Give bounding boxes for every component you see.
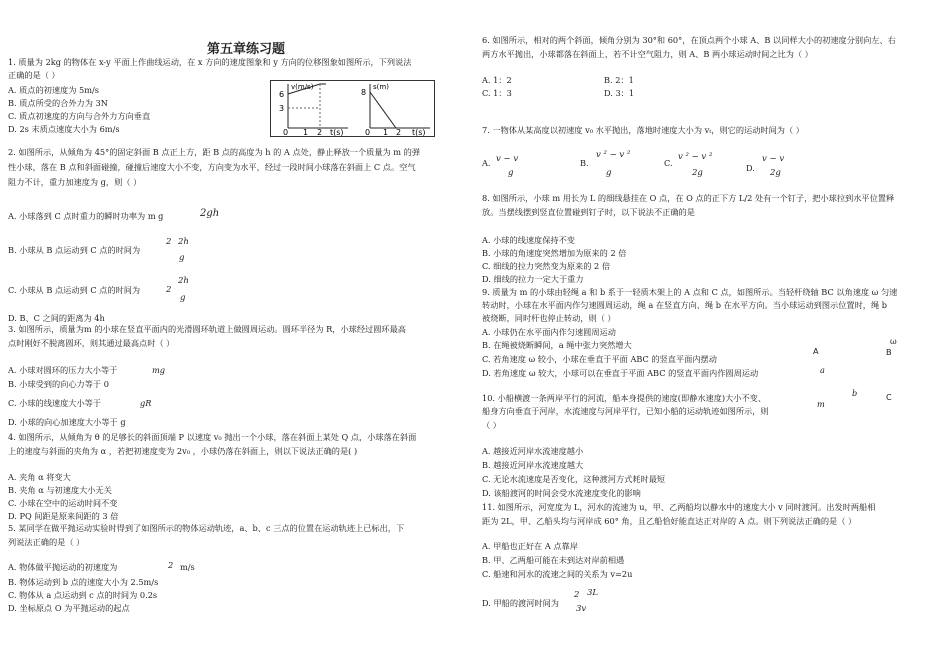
q11-option-c: C. 船速和河水的流速之间的关系为 v=2u <box>482 569 633 579</box>
graph2-xtick-2: 2 <box>396 128 402 137</box>
q10-stem-line1: 10. 小船横渡一条两岸平行的河流，船本身提供的速度(即静水速度)大小不变、 <box>482 393 767 403</box>
graph2-ytick-8: 8 <box>361 88 367 97</box>
q8-option-c: C. 细线的拉力突然变为原来的 2 倍 <box>482 261 611 271</box>
q3-option-a: A. 小球对圆环的压力大小等于 <box>8 365 118 375</box>
q2-option-d: D. B、C 之间的距离为 4h <box>8 313 105 323</box>
q9-label-A: A <box>813 346 819 356</box>
q2-option-a: A. 小球落到 C 点时重力的瞬时功率为 m g <box>8 211 164 221</box>
q4-option-d: D. PQ 间距是原来间距的 3 倍 <box>8 511 119 521</box>
q10-stem-line2: 船身方向垂直于河岸，水流速度与河岸平行，已知小船的运动轨迹如图所示，则 <box>482 406 769 416</box>
q9-label-C: C <box>886 392 892 402</box>
q11-stem-line1: 11. 如图所示，河宽度为 L，河水的流速为 u，甲、乙两船均以静水中的速度大小 v 同时渡河。出发时两船相 <box>482 502 876 512</box>
q2-option-c-coef: 2 <box>166 285 172 295</box>
q4-option-b: B. 夹角 α 与初速度大小无关 <box>8 485 112 495</box>
q9-label-b: b <box>852 388 858 398</box>
q10-option-d: D. 该船渡河的时间会受水流速度变化的影响 <box>482 488 641 498</box>
q8-stem-line1: 8. 如图所示，小球 m 用长为 L 的细线悬挂在 O 点，在 O 点的正下方 L/2 处有一个钉子，把小球拉到水平位置释 <box>482 193 895 203</box>
q7-stem: 7. 一物体从某高度以初速度 v₀ 水平抛出，落地时速度大小为 vₜ，则它的运动时间为（ ） <box>482 125 804 135</box>
q10-stem-line3: （ ） <box>482 420 501 430</box>
q2-option-b-coef: 2 <box>166 237 172 247</box>
q5-option-b: B. 物体运动到 b 点的速度大小为 2.5m/s <box>8 577 159 587</box>
q2-option-c-den: g <box>180 293 186 303</box>
q8-option-a: A. 小球的线速度保持不变 <box>482 235 575 245</box>
q2-option-b-num: 2h <box>178 237 189 247</box>
q11-option-d-den: 3v <box>576 604 587 614</box>
q2-stem-line1: 2. 如图所示，从倾角为 45°的固定斜面 B 点正上方，距 B 点的高度为 h 的 A 点处，静止释放一个质量为 m 的弹 <box>8 147 421 157</box>
graph1-ylabel: v(m/s) <box>291 83 314 91</box>
q10-option-b: B. 越接近河岸水流速度越大 <box>482 460 584 470</box>
q11-stem-line2: 距为 2L，甲、乙船头均与河岸成 60° 角，且乙船恰好能直达正对岸的 A 点。则下列说法正确的是（ ） <box>482 516 857 526</box>
q5-option-a-unit: m/s <box>180 562 195 572</box>
q1-option-c: C. 质点初速度的方向与合外力方向垂直 <box>8 111 151 121</box>
q11-option-d-num: 3L <box>587 588 599 598</box>
q3-option-a-math: mg <box>152 365 166 375</box>
q3-stem-line2: 点时刚好不脱离圆环，则其通过最高点时（ ） <box>8 338 175 348</box>
q11-option-d-coef: 2 <box>574 590 580 600</box>
q10-option-c: C. 无论水流速度是否变化，这种渡河方式耗时最短 <box>482 474 666 484</box>
q7-option-d-num: v − v <box>762 154 785 164</box>
graph2-ylabel: s(m) <box>373 83 389 91</box>
q7-option-d-den: 2g <box>770 168 781 178</box>
q9-label-m: m <box>817 399 825 409</box>
q8-option-b: B. 小球的角速度突然增加为原来的 2 倍 <box>482 248 627 258</box>
q9-option-d: D. 若角速度 ω 较大，小球可以在垂直于平面 ABC 的竖直平面内作圆周运动 <box>482 368 759 378</box>
q2-option-c: C. 小球从 B 点运动到 C 点的时间为 <box>8 285 141 295</box>
q9-option-c: C. 若角速度 ω 较小，小球在垂直于平面 ABC 的竖直平面内摆动 <box>482 354 717 364</box>
q4-option-c: C. 小球在空中的运动时间不变 <box>8 498 118 508</box>
q6-option-d: D. 3：1 <box>604 88 635 98</box>
q1-option-d: D. 2s 末质点速度大小为 6m/s <box>8 124 120 134</box>
q1-graphs-figure <box>270 80 435 137</box>
q2-option-c-num: 2h <box>178 276 189 286</box>
q11-option-a: A. 甲船也正好在 A 点靠岸 <box>482 541 578 551</box>
q3-option-d: D. 小球的向心加速度大小等于 g <box>8 417 126 427</box>
page-title: 第五章练习题 <box>207 42 286 57</box>
q7-option-c-num: v ² − v ² <box>678 152 713 162</box>
q5-option-c: C. 物体从 a 点运动到 c 点的时间为 0.2s <box>8 590 158 600</box>
q6-stem-line1: 6. 如图所示，相对的两个斜面，倾角分别为 30°和 60°，在顶点两个小球 A、B 以同样大小的初速度分别向左、右 <box>482 35 896 45</box>
q7-option-a-label: A. <box>482 158 491 168</box>
q9-label-omega: ω <box>890 336 897 346</box>
q8-stem-line2: 放。当摆线摆到竖直位置碰到钉子时，以下说法不正确的是 <box>482 207 695 217</box>
q9-stem-line2: 转动时，小球在水平面内作匀速圆周运动，绳 a 在竖直方向、绳 b 在水平方向。当小球运动到图示位置时，绳 b <box>482 300 888 310</box>
q4-stem-line1: 4. 如图所示，从倾角为 θ 的足够长的斜面顶端 P 以速度 v₀ 抛出一个小球，落在斜面上某处 Q 点，小球落在斜面 <box>8 432 417 442</box>
q9-stem-line1: 9. 质量为 m 的小球由轻绳 a 和 b 系于一轻质木架上的 A 点和 C 点，如图所示。当轻杆绕轴 BC 以角速度 ω 匀速 <box>482 287 898 297</box>
q7-option-b-den: g <box>606 168 612 178</box>
graph1-xlabel: t(s) <box>330 128 344 137</box>
q6-option-a: A. 1：2 <box>482 75 512 85</box>
q6-option-b: B. 2：1 <box>604 75 634 85</box>
q7-option-a-num: v − v <box>496 154 519 164</box>
graph1-xtick-2: 2 <box>317 128 323 137</box>
q5-stem-line1: 5. 某同学在做平抛运动实验时得到了如图所示的物体运动轨迹，a、b、c 三点的位置在运动轨迹上已标出，下 <box>8 523 405 533</box>
graph1-ytick-3: 3 <box>279 104 285 113</box>
q5-option-a: A. 物体做平抛运动的初速度为 <box>8 562 118 572</box>
graph1-xtick-1: 1 <box>303 128 309 137</box>
graph2-xtick-1: 1 <box>383 128 389 137</box>
q1-stem-line1: 1. 质量为 2kg 的物体在 x-y 平面上作曲线运动，在 x 方向的速度图象和 y 方向的位移图象如图所示，下列说法 <box>8 57 412 67</box>
q9-option-a: A. 小球仍在水平面内作匀速圆周运动 <box>482 327 616 337</box>
q4-stem-line2: 上的速度与斜面的夹角为 α ，若把初速度变为 2v₀ ，小球仍落在斜面上，则以下说法正确的是( ) <box>8 446 358 456</box>
q5-option-d: D. 坐标原点 O 为平抛运动的起点 <box>8 603 130 613</box>
q6-stem-line2: 两方水平抛出，小球都落在斜面上，若不计空气阻力，则 A、B 两小球运动时间之比为（ ） <box>482 49 813 59</box>
graph1-xtick-0: 0 <box>283 128 289 137</box>
q2-stem-line2: 性小球，落在 B 点和斜面碰撞，碰撞后速度大小不变，方向变为水平，经过一段时间小球落在斜面上 C 点。空气 <box>8 162 416 172</box>
q2-option-b: B. 小球从 B 点运动到 C 点的时间为 <box>8 245 141 255</box>
q11-option-b: B. 甲、乙两船可能在未到达对岸前相遇 <box>482 555 625 565</box>
q2-stem-line3: 阻力不计，重力加速度为 g，则（ ） <box>8 177 142 187</box>
graph1-ytick-6: 6 <box>279 90 285 99</box>
q3-stem-line1: 3. 如图所示，质量为m 的小球在竖直平面内的光滑圆环轨道上做圆周运动。圆环半径为 R，小球经过圆环最高 <box>8 324 406 334</box>
q7-option-c-den: 2g <box>692 168 703 178</box>
q2-option-b-den: g <box>179 253 185 263</box>
q2-option-a-math: 2gh <box>200 208 220 219</box>
graph2-xlabel: t(s) <box>412 128 426 137</box>
q7-option-a-den: g <box>508 168 514 178</box>
q3-option-b: B. 小球受到的向心力等于 0 <box>8 379 109 389</box>
q9-stem-line3: 被烧断，同时杆也停止转动，则（ ） <box>482 313 616 323</box>
q3-option-c-math: gR <box>140 398 152 408</box>
q4-option-a: A. 夹角 α 将变大 <box>8 472 71 482</box>
q6-option-c: C. 1：3 <box>482 88 512 98</box>
q7-option-b-label: B. <box>580 158 589 168</box>
q7-option-d-label: D. <box>746 163 755 173</box>
q1-stem-line2: 正确的是（ ） <box>8 70 60 80</box>
q9-label-a: a <box>820 365 825 375</box>
q1-option-a: A. 质点的初速度为 5m/s <box>8 85 99 95</box>
q5-option-a-math: 2 <box>168 560 174 570</box>
q7-option-c-label: C. <box>664 158 673 168</box>
q9-label-B: B <box>886 347 892 357</box>
q9-option-b: B. 在绳被烧断瞬间，a 绳中张力突然增大 <box>482 340 632 350</box>
graph2-xtick-0: 0 <box>365 128 371 137</box>
q10-option-a: A. 越接近河岸水流速度越小 <box>482 446 584 456</box>
q11-option-d: D. 甲船的渡河时间为 <box>482 598 559 608</box>
q1-option-b: B. 质点所受的合外力为 3N <box>8 98 108 108</box>
q3-option-c: C. 小球的线速度大小等于 <box>8 398 102 408</box>
q7-option-b-num: v ² − v ² <box>596 150 631 160</box>
q5-stem-line2: 列说法正确的是（ ） <box>8 537 85 547</box>
q8-option-d: D. 细线的拉力一定大于重力 <box>482 274 584 284</box>
